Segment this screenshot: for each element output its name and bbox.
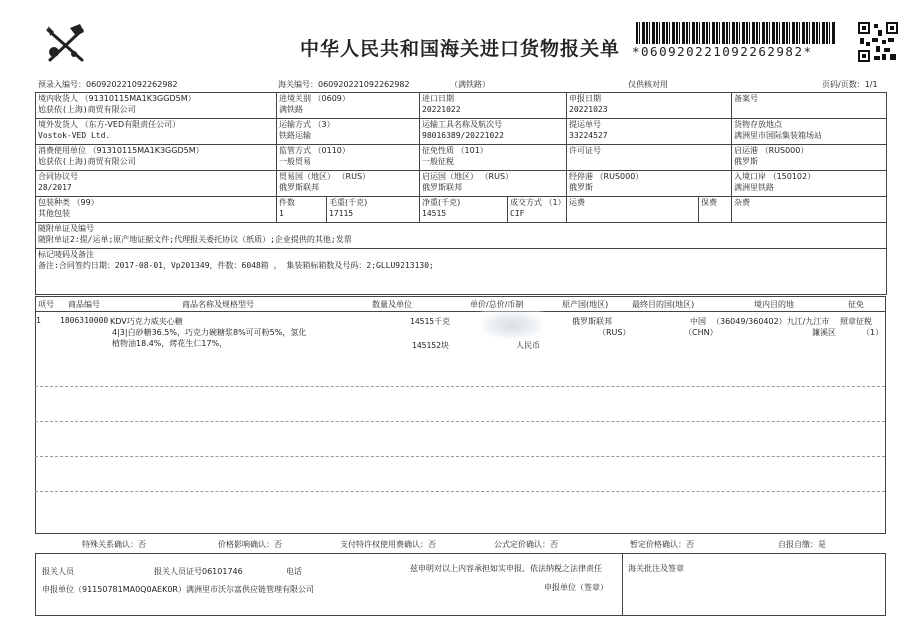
marks-cell: 标记唛码及备注 备注:合同签约日期：2017-08-01，Vp201349，件数：6048箱 ， 集装箱标箱数及号码：2;GLLU9213130;	[36, 249, 887, 295]
customs-emblem-icon	[40, 22, 90, 66]
declaration-grid	[35, 92, 887, 295]
goods-qty2: 145152块	[412, 341, 449, 350]
package-cell: 包装种类 （99） 其他包装	[36, 197, 277, 223]
special-relation-confirm: 特殊关系确认：否	[82, 540, 146, 549]
freight-cell: 运费	[567, 197, 699, 223]
phone-label: 电话	[286, 567, 302, 576]
row-divider	[35, 421, 885, 422]
insurance-cell: 保费	[699, 197, 732, 223]
goods-code: 1806310000	[60, 316, 109, 325]
goods-item: 1	[36, 316, 41, 325]
qr-code-icon	[858, 22, 898, 62]
document-title: 中华人民共和国海关进口货物报关单	[300, 38, 621, 60]
entry-port-cell: 进境关别 （0609） 满铁路	[277, 93, 420, 119]
pieces-cell: 件数 1	[277, 197, 327, 223]
consignee-cell: 境内收货人 （91310115MA1K3GGD5M） 尬获依(上海)商贸有限公司	[36, 93, 277, 119]
declarant-label: 报关人员	[42, 567, 74, 576]
gross-weight-cell: 毛重(千克) 17115	[327, 197, 420, 223]
goods-name-line1: KDV巧克力威夹心糖	[110, 317, 183, 326]
use-note: 仅供核对用	[628, 80, 668, 89]
transit-port-cell: 经停港 （RUS000） 俄罗斯	[567, 171, 732, 197]
self-report-confirm: 自报自缴：是	[778, 540, 826, 549]
goods-domestic1: （36049/360402）九江/九江市	[712, 317, 830, 326]
documents-cell: 随附单证及编号 随附单证2:提/运单;原产地证据文件;代理报关委托协议（纸质）;企业提供的其他;发票	[36, 223, 887, 249]
barcode	[636, 22, 836, 44]
goods-levy1: 照章征税	[840, 317, 872, 326]
row-divider	[35, 491, 885, 492]
license-cell: 许可证号	[567, 145, 732, 171]
declaring-unit: 申报单位（91150781MA0Q0AEK0R）满洲里市沃尔富供应链管理有限公司	[42, 585, 314, 594]
shipper-cell: 境外发货人 （东方-VED有限责任公司） Vostok-VED Ltd.	[36, 119, 277, 145]
goods-dest1: 中国	[690, 317, 706, 326]
legal-statement: 兹申明对以上内容承担如实申报、依法纳税之法律责任	[410, 564, 602, 573]
goods-domestic2: 濂溪区	[812, 328, 836, 337]
redacted-price	[482, 312, 542, 338]
royalty-confirm: 支付特许权使用费确认：否	[340, 540, 436, 549]
goods-col-domestic: 境内目的地	[754, 300, 794, 309]
bill-no-cell: 提运单号 33224527	[567, 119, 732, 145]
goods-dest2: （CHN）	[684, 328, 718, 337]
declare-date-cell: 申报日期 20221023	[567, 93, 732, 119]
goods-origin2: （RUS）	[598, 328, 631, 337]
goods-col-item: 项号	[38, 300, 54, 309]
pre-entry-number: 预录入编号：060920221092262982	[38, 80, 178, 89]
goods-name-line3: 植物油18.4%，烤花生仁17%，	[112, 339, 228, 348]
levy-cell: 征免性质 （101） 一般征税	[420, 145, 567, 171]
goods-col-origin: 原产国(地区)	[562, 300, 609, 309]
price-effect-confirm: 价格影响确认：否	[218, 540, 282, 549]
supervision-cell: 监管方式 （0110） 一般贸易	[277, 145, 420, 171]
row-divider	[35, 386, 885, 387]
goods-col-code: 商品编号	[68, 300, 100, 309]
customs-number: 海关编号：060920221092262982	[278, 80, 410, 89]
goods-origin1: 俄罗斯联邦	[572, 317, 612, 326]
entry-place-cell: 入境口岸 （150102） 满洲里铁路	[732, 171, 887, 197]
consumer-cell: 消费使用单位 （91310115MA1K3GGD5M） 尬获依(上海)商贸有限公司	[36, 145, 277, 171]
goods-col-name: 商品名称及规格型号	[182, 300, 254, 309]
contract-cell: 合同协议号 28/2017	[36, 171, 277, 197]
port-tag: （满铁路）	[450, 80, 490, 89]
deal-mode-cell: 成交方式 （1） CIF	[508, 197, 567, 223]
storage-cell: 货物存放地点 满洲里市国际集装箱场站	[732, 119, 887, 145]
depart-port-cell: 启运港 （RUS000） 俄罗斯	[732, 145, 887, 171]
origin-country-cell: 启运国（地区） （RUS） 俄罗斯联邦	[420, 171, 567, 197]
goods-currency: 人民币	[516, 341, 540, 350]
declaring-unit-seal: 申报单位（签章）	[544, 583, 608, 592]
goods-col-qty: 数量及单位	[372, 300, 412, 309]
declarant-cert: 报关人员证号06101746	[154, 567, 243, 576]
goods-qty1: 14515千克	[410, 317, 451, 326]
vehicle-cell: 运输工具名称及航次号 98016389/20221022	[420, 119, 567, 145]
record-no-cell: 备案号	[732, 93, 887, 119]
goods-col-levy: 征免	[848, 300, 864, 309]
goods-col-price: 单价/总价/币制	[470, 300, 524, 309]
transport-mode-cell: 运输方式 （3） 铁路运输	[277, 119, 420, 145]
formula-price-confirm: 公式定价确认：否	[494, 540, 558, 549]
provisional-price-confirm: 暂定价格确认：否	[630, 540, 694, 549]
net-weight-cell: 净重(千克) 14515	[420, 197, 508, 223]
misc-fee-cell: 杂费	[732, 197, 887, 223]
barcode-number: *060920221092262982*	[632, 44, 813, 59]
import-date-cell: 进口日期 20221022	[420, 93, 567, 119]
trade-country-cell: 贸易国（地区） （RUS） 俄罗斯联邦	[277, 171, 420, 197]
row-divider	[35, 456, 885, 457]
goods-col-dest: 最终目的国(地区)	[632, 300, 695, 309]
goods-name-line2: 4|3|白砂糖36.5%，巧克力碗糖浆8%可可粉5%，氢化	[112, 328, 307, 337]
goods-levy2: （1）	[862, 328, 884, 337]
customs-note: 海关批注及签章	[628, 564, 684, 573]
page-count: 页码/页数：1/1	[822, 80, 878, 89]
